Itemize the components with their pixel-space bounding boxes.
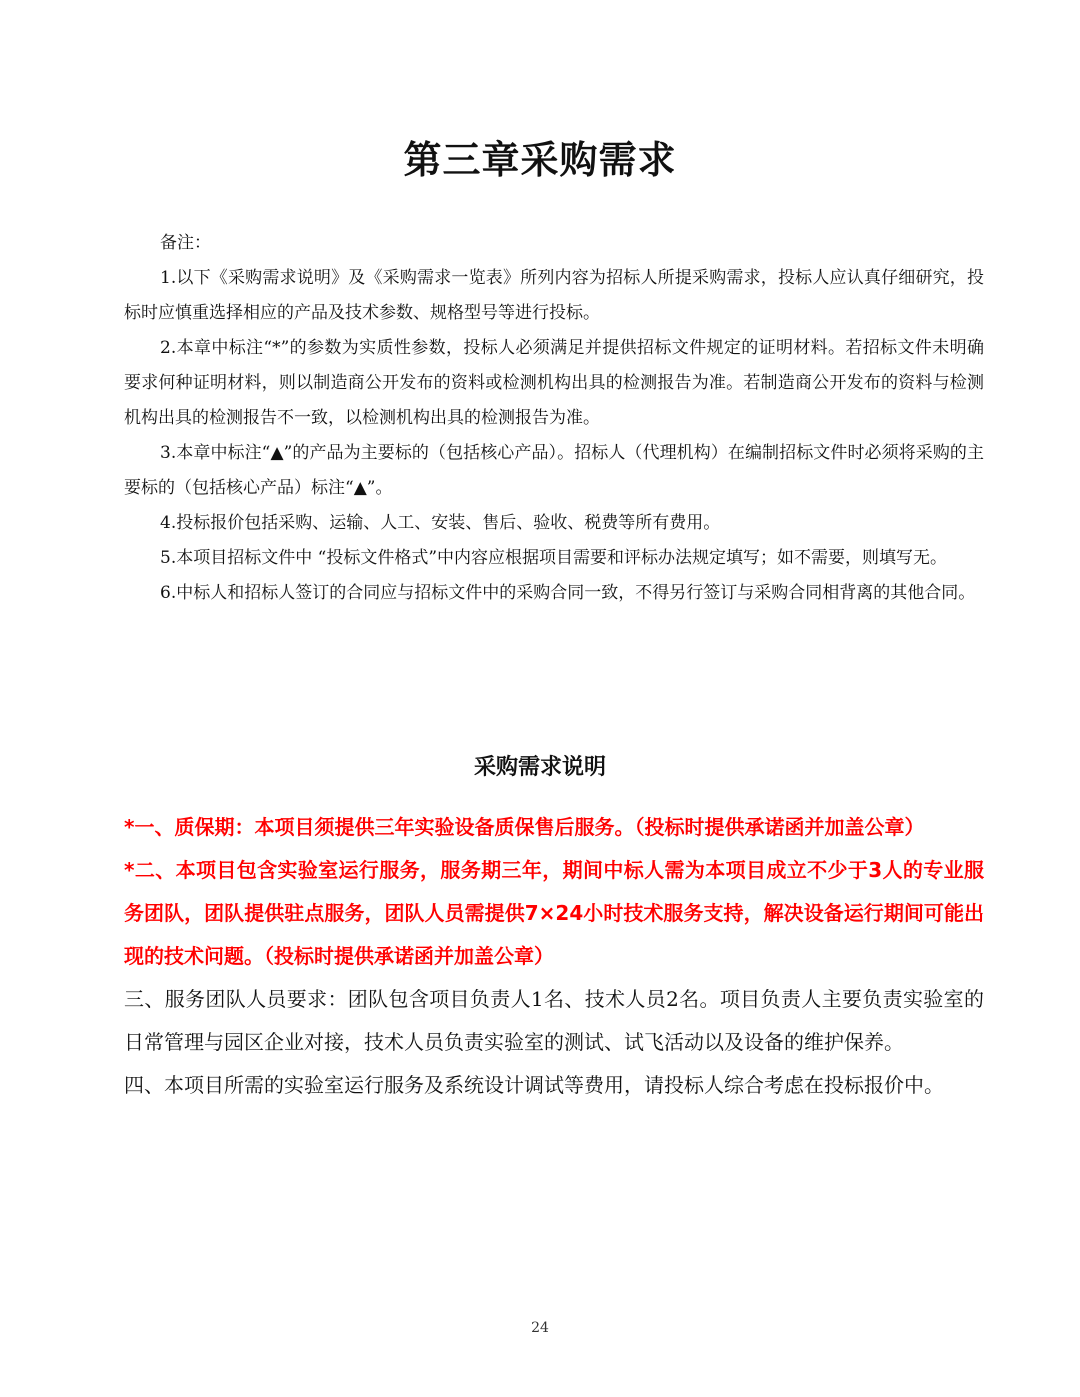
requirement-team: 三、服务团队人员要求：团队包含项目负责人1名、技术人员2名。项目负责人主要负责实验室的日常管理与园区企业对接，技术人员负责实验室的测试、试飞活动以及设备的维护保养。 bbox=[124, 987, 984, 1054]
note-item-1: 1.以下《采购需求说明》及《采购需求一览表》所列内容为招标人所提采购需求，投标人应认真仔细研究，投标时应慎重选择相应的产品及技术参数、规格型号等进行投标。 bbox=[124, 268, 984, 323]
notes-block bbox=[124, 226, 984, 611]
note-item-5: 5.本项目招标文件中 “投标文件格式”中内容应根据项目需要和评标办法规定填写；如不需要，则填写无。 bbox=[160, 548, 948, 568]
requirements-block bbox=[124, 806, 984, 1107]
note-item-3: 3.本章中标注“▲”的产品为主要标的（包括核心产品）。招标人（代理机构）在编制招标文件时必须将采购的主要标的（包括核心产品）标注“▲”。 bbox=[124, 443, 984, 498]
page-number: 24 bbox=[531, 1320, 549, 1336]
section-title: 采购需求说明 bbox=[473, 755, 606, 780]
note-item-4: 4.投标报价包括采购、运输、人工、安装、售后、验收、税费等所有费用。 bbox=[160, 513, 721, 533]
requirement-warranty: *一、质保期：本项目须提供三年实验设备质保售后服务。（投标时提供承诺函并加盖公章） bbox=[124, 815, 925, 839]
notes-heading: 备注： bbox=[160, 233, 211, 253]
requirement-cost: 四、本项目所需的实验室运行服务及系统设计调试等费用，请投标人综合考虑在投标报价中。 bbox=[124, 1073, 944, 1097]
requirement-lab-operation: *二、本项目包含实验室运行服务，服务期三年，期间中标人需为本项目成立不少于3人的专业服务团队，团队提供驻点服务，团队人员需提供7×24小时技术服务支持，解决设备运行期间可能出现的技术问题。（投标时提供承诺函并加盖公章） bbox=[124, 858, 984, 968]
note-item-6: 6.中标人和招标人签订的合同应与招标文件中的采购合同一致，不得另行签订与采购合同相背离的其他合同。 bbox=[160, 583, 976, 603]
note-item-2: 2.本章中标注“*”的参数为实质性参数，投标人必须满足并提供招标文件规定的证明材料。若招标文件未明确要求何种证明材料，则以制造商公开发布的资料或检测机构出具的检测报告为准。若制造商公开发布的资料与检测机构出具的检测报告不一致，以检测机构出具的检测报告为准。 bbox=[124, 338, 984, 428]
chapter-title: 第三章采购需求 bbox=[403, 138, 677, 182]
